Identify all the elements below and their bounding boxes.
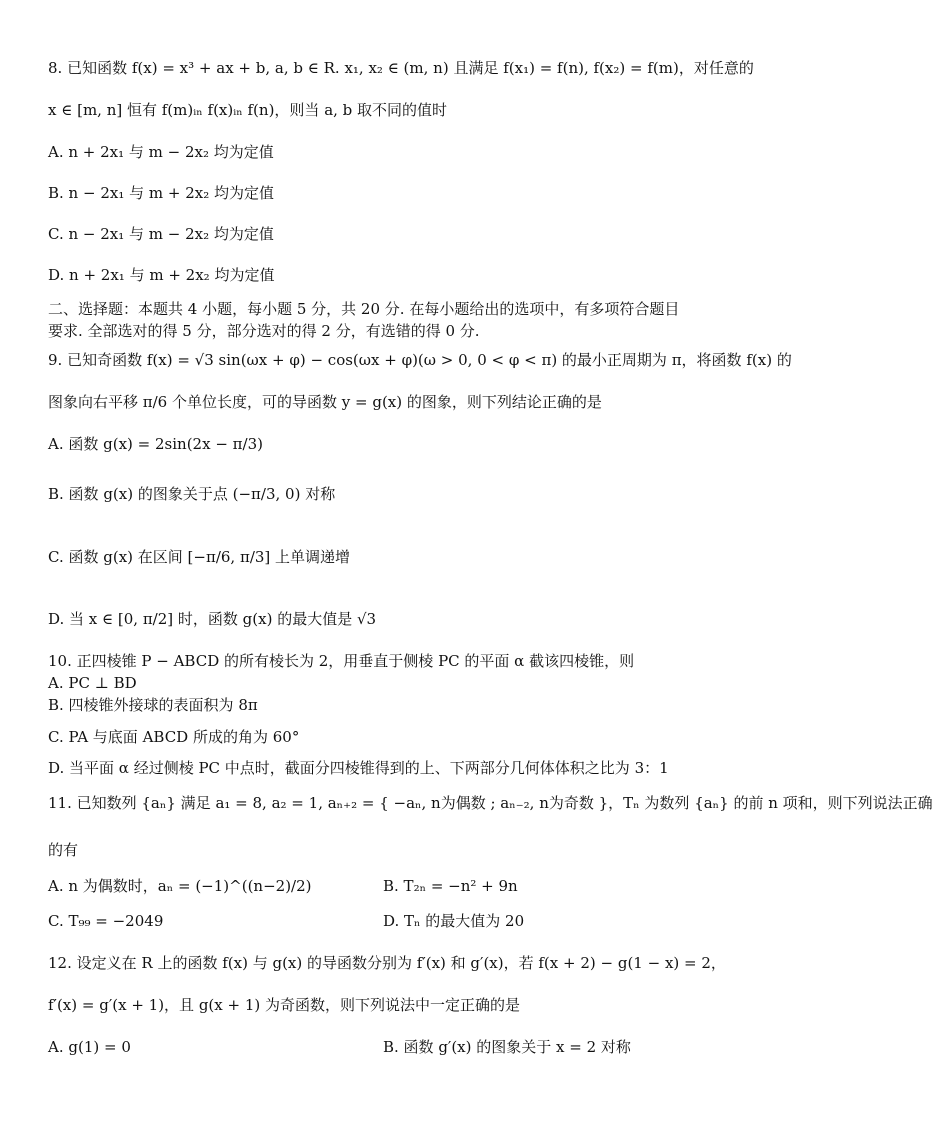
q11-stem-line2: 的有 [48, 841, 79, 859]
section2-instructions-line2: 要求. 全部选对的得 5 分，部分选对的得 2 分，有选错的得 0 分. [48, 322, 480, 340]
q10-option-d: D. 当平面 α 经过侧棱 PC 中点时，截面分四棱锥得到的上、下两部分几何体体积之比为 3：1 [48, 759, 669, 777]
q11-option-a: A. n 为偶数时，aₙ = (−1)^((n−2)/2) [48, 877, 312, 895]
q8-option-a: A. n + 2x₁ 与 m − 2x₂ 均为定值 [48, 143, 274, 161]
q11-option-c: C. T₉₉ = −2049 [48, 912, 164, 930]
q11-option-d: D. Tₙ 的最大值为 20 [383, 912, 525, 930]
q9-option-d: D. 当 x ∈ [0, π/2] 时，函数 g(x) 的最大值是 √3 [48, 610, 377, 628]
q8-option-b: B. n − 2x₁ 与 m + 2x₂ 均为定值 [48, 184, 274, 202]
q9-option-a: A. 函数 g(x) = 2sin(2x − π/3) [48, 435, 263, 453]
q8-option-c: C. n − 2x₁ 与 m − 2x₂ 均为定值 [48, 225, 274, 243]
q12-stem-line1: 12. 设定义在 R 上的函数 f(x) 与 g(x) 的导函数分别为 f′(x) 和 g′(x)，若 f(x + 2) − g(1 − x) = 2， [48, 954, 726, 972]
q9-stem-line2: 图象向右平移 π/6 个单位长度，可的导函数 y = g(x) 的图象，则下列结论正确的是 [48, 393, 602, 411]
q10-stem: 10. 正四棱锥 P − ABCD 的所有棱长为 2，用垂直于侧棱 PC 的平面 α 截该四棱锥，则 [48, 652, 635, 670]
q12-option-a: A. g(1) = 0 [48, 1038, 131, 1056]
q11-stem-line1: 11. 已知数列 {aₙ} 满足 a₁ = 8, a₂ = 1, aₙ₊₂ = { −aₙ, n为偶数 ; aₙ₋₂, n为奇数 }，Tₙ 为数列 {aₙ} 的前 n 项和，则下列说法正确 [48, 794, 933, 812]
q9-option-c: C. 函数 g(x) 在区间 [−π/6, π/3] 上单调递增 [48, 548, 351, 566]
q12-option-b: B. 函数 g′(x) 的图象关于 x = 2 对称 [383, 1038, 631, 1056]
q10-option-c: C. PA 与底面 ABCD 所成的角为 60° [48, 728, 300, 746]
q11-option-b: B. T₂ₙ = −n² + 9n [383, 877, 518, 895]
q10-option-a: A. PC ⊥ BD [48, 674, 137, 692]
q10-option-b: B. 四棱锥外接球的表面积为 8π [48, 696, 258, 714]
q9-option-b: B. 函数 g(x) 的图象关于点 (−π/3, 0) 对称 [48, 485, 336, 503]
q8-stem-line2: x ∈ [m, n] 恒有 f(m)ᵢₙ f(x)ᵢₙ f(n)，则当 a, b 取不同的值时 [48, 101, 448, 119]
q9-stem-line1: 9. 已知奇函数 f(x) = √3 sin(ωx + φ) − cos(ωx + φ)(ω > 0, 0 < φ < π) 的最小正周期为 π，将函数 f(x) 的 [48, 351, 792, 369]
q12-stem-line2: f′(x) = g′(x + 1)，且 g(x + 1) 为奇函数，则下列说法中一定正确的是 [48, 996, 520, 1014]
section2-instructions-line1: 二、选择题：本题共 4 小题，每小题 5 分，共 20 分. 在每小题给出的选项中，有多项符合题目 [48, 300, 680, 318]
q8-stem-line1: 8. 已知函数 f(x) = x³ + ax + b, a, b ∈ R. x₁, x₂ ∈ (m, n) 且满足 f(x₁) = f(n), f(x₂) = f(m)，对任意的 [48, 59, 754, 77]
q8-option-d: D. n + 2x₁ 与 m + 2x₂ 均为定值 [48, 266, 275, 284]
